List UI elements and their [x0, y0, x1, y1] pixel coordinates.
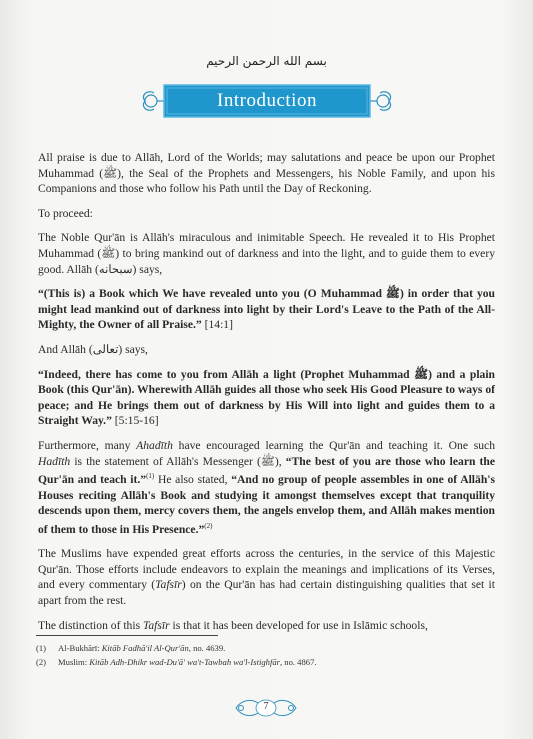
paragraph: To proceed:: [38, 206, 93, 220]
text-run: have encouraged learning the Qur'ān and teaching it. One such: [172, 438, 496, 452]
italic-term: Hadīth: [38, 454, 71, 468]
body-text: [38, 150, 495, 642]
footnote-marker: (2): [204, 521, 213, 530]
quote-text: “Indeed, there has come to you from Allāh a light (Prophet Muhammad ﷺ) and a plain Book (this Qur'ān). Wherewith Allāh guides all those who seek His Good Pleasure to ways of peace; and He brings them out of darkness by His Will into light and guides them to a Straight Way.”: [38, 367, 496, 428]
quran-quote: [38, 367, 495, 429]
hadith-quote: “And no group of people assembles in one of Allāh's Houses reciting Allāh's Book and studying it amongst themselves except that tranquility descends upon them, mercy covers them, the angels envelop them, and Allāh makes mention of them to those in His Presence.”: [38, 472, 496, 536]
footnote-ref: , no. 4639.: [188, 643, 226, 653]
paragraph: [38, 438, 495, 537]
page-number-frame: [232, 697, 300, 719]
verse-reference: [14:1]: [204, 318, 233, 332]
italic-term: Ahadīth: [136, 438, 173, 452]
paragraph: [38, 546, 495, 608]
paragraph: And Allāh (تعالى) says,: [38, 342, 148, 356]
footnote: [36, 655, 496, 669]
verse-reference: [5:15-16]: [114, 414, 159, 428]
footnote-book: Kitāb Fadhā'il Al-Qur'ān: [101, 643, 189, 653]
basmala: بسم الله الرحمن الرحيم: [206, 54, 327, 68]
text-run: Furthermore, many: [38, 438, 137, 452]
text-run: The distinction of this: [38, 618, 143, 632]
paragraph: The Noble Qur'ān is Allāh's miraculous and inimitable Speech. He revealed it to His Prophet Muhammad (ﷺ) to bring mankind out of darkness and into the light, and to guide them to every good. Allāh (سبحانه) says,: [38, 231, 495, 276]
text-run: The Muslims have expended great efforts across the centuries, in the service of this Majestic Qur'ān. Those efforts include endeavors to explain the meanings and implications of its Verses, and every commentary (: [38, 547, 495, 592]
footnotes: [36, 641, 496, 669]
italic-term: Tafsīr: [142, 618, 170, 632]
footnote: [36, 641, 496, 655]
paragraph: [38, 618, 495, 634]
text-run: is that it has been developed for use in Islāmic schools,: [169, 618, 428, 632]
italic-term: Tafsīr: [155, 578, 182, 592]
text-run: ) on the Qur'ān has had certain distinguishing qualities that set it apart from the rest.: [38, 578, 495, 607]
quote-text: “(This is) a Book which We have revealed unto you (O Muhammad ﷺ) in order that you might lead mankind out of darkness into light by their Lord's Leave to the Path of the All-Mighty, the Owner of all Praise.”: [38, 287, 495, 332]
quran-quote: [38, 286, 495, 333]
text-run: is the statement of Allāh's Messenger (ﷺ),: [70, 454, 286, 468]
footnote-divider: [36, 635, 218, 636]
footnote-ref: , no. 4867.: [279, 657, 317, 667]
footnote-number: (2): [36, 657, 47, 667]
footnote-source: Muslim:: [58, 657, 90, 667]
footnote-source: Al-Bukhārī:: [58, 643, 102, 653]
page-title: Introduction: [217, 90, 317, 111]
paragraph: All praise is due to Allāh, Lord of the Worlds; may salutations and peace be upon our Prophet Muhammad (ﷺ), the Seal of the Prophets and Messengers, his Noble Family, and upon his Companions and those who follow his Path until the Day of Reckoning.: [38, 151, 496, 196]
footnote-number: (1): [36, 643, 47, 653]
page-number: 7: [263, 701, 269, 712]
title-banner: [138, 84, 396, 118]
hadith-quote: “The best of you are those who learn the Qur'ān and teach it.”: [38, 454, 495, 486]
footnote-marker: (1): [146, 472, 155, 481]
text-run: He also stated,: [154, 472, 232, 486]
footnote-book: Kitāb Adh-Dhikr wad-Du'ā' wa't-Tawbah wa'l-Istighfār: [89, 657, 280, 667]
